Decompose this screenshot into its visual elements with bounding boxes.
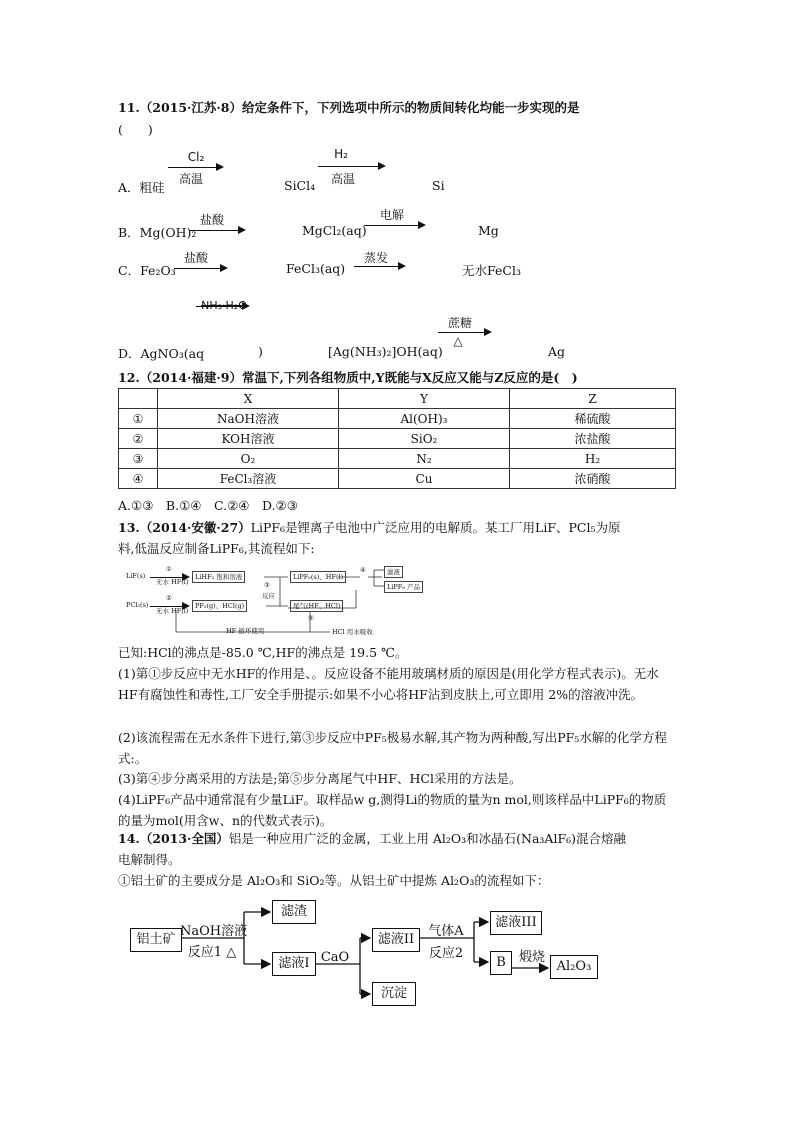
- q11-a-arrow2-top: H₂: [334, 147, 348, 161]
- flow-anhydrous-hf-2: 无水 HF(l): [156, 607, 189, 615]
- q11-answer-paren: ( ): [118, 122, 153, 137]
- table-cell: ④: [119, 469, 158, 489]
- q11-b-arrow1-top: 盐酸: [199, 213, 224, 227]
- flow-box-tail: 尾气(HF、HCl): [290, 600, 343, 612]
- q12-header: 12.（2014·福建·9）常温下,下列各组物质中,Y既能与X反应又能与Z反应的是( ): [118, 370, 578, 385]
- q14-header: [118, 829, 626, 847]
- table-cell: KOH溶液: [158, 429, 339, 449]
- q11-a-arrow1: [168, 167, 222, 168]
- table-cell: FeCl₃溶液: [158, 469, 339, 489]
- q11-b-end: Mg: [478, 223, 499, 238]
- q14-box-residue: 滤渣: [272, 900, 316, 924]
- q14-label-reaction2: 反应2: [428, 946, 464, 961]
- flow-step4: ④: [360, 566, 366, 574]
- table-cell: N₂: [339, 449, 510, 469]
- q11-d-mid: [Ag(NH₃)₂]OH(aq): [328, 344, 443, 359]
- table-cell: 稀硫酸: [510, 409, 676, 429]
- q11-d-struck-arrow: [196, 306, 248, 307]
- table-row: [119, 469, 676, 489]
- q14-box-filtrate1: 滤液I: [272, 952, 316, 976]
- flow-connectors: [120, 560, 440, 640]
- q11-b-mid: MgCl₂(aq): [302, 223, 367, 238]
- q14-line3: ①铝土矿的主要成分是 Al₂O₃和 SiO₂等。从铝土矿中提炼 Al₂O₃的流程如下：: [118, 873, 550, 888]
- q11-d-close-paren: ): [258, 344, 263, 359]
- q13-part2: (2)该流程需在无水条件下进行,第③步反应中PF₅极易水解,其产物为两种酸,写出PF₅水解的化学方程式:。: [118, 730, 667, 766]
- q14-box-ore: 铝土矿: [130, 928, 182, 952]
- q14-intro: 铝是一种应用广泛的金属，工业上用 Al₂O₃和冰晶石(Na₃AlF₆)混合熔融: [228, 831, 627, 846]
- q11-a-arrow1-top: Cl₂: [187, 150, 205, 164]
- q13-intro: LiPF₆是锂离子电池中广泛应用的电解质。某工厂用LiF、PCl₅为原: [250, 520, 621, 535]
- table-header-cell: X: [158, 389, 339, 409]
- table-row: [119, 449, 676, 469]
- q11-c-mid: FeCl₃(aq): [286, 261, 346, 276]
- q11-c-arrow2-top: 蒸发: [363, 251, 388, 265]
- q11-d-arrow2: [438, 332, 490, 333]
- table-row: [119, 409, 676, 429]
- q14-box-filtrate2: 滤液II: [372, 928, 420, 952]
- table-cell: NaOH溶液: [158, 409, 339, 429]
- table-row: [119, 429, 676, 449]
- q11-b-arrow1: [190, 230, 244, 231]
- flow-box-filtrate: 滤液: [384, 566, 403, 578]
- q11-d-end: Ag: [548, 344, 566, 359]
- q11-option-c: C．Fe₂O₃: [118, 263, 176, 278]
- q13-part3: (3)第④步分离采用的方法是;第⑤步分离尾气中HF、HCl采用的方法是。: [118, 771, 522, 786]
- q13-header: [118, 518, 621, 536]
- q11-c-arrow1-top: 盐酸: [183, 251, 208, 265]
- q12-table: [118, 388, 676, 489]
- table-cell: ③: [119, 449, 158, 469]
- table-row: [119, 389, 676, 409]
- q14-label-reaction1: 反应1 △: [187, 945, 237, 960]
- q14-box-precipitate: 沉淀: [372, 982, 416, 1006]
- table-cell: Cu: [339, 469, 510, 489]
- flow-step2: ②: [166, 594, 172, 602]
- q14-label-naoh: NaOH溶液: [180, 924, 248, 939]
- flow-box-lihf2: LiHF₂ 饱和溶液: [192, 571, 245, 583]
- flow-box-product: LiPF₆ 产品: [384, 581, 423, 593]
- flow-pcl5: PCl₅(s): [126, 601, 149, 609]
- flow-box-mix: LiPF₆(s)、HF(l): [290, 571, 346, 583]
- q11-a-end: Si: [432, 178, 445, 193]
- q11-b-arrow2: [364, 225, 424, 226]
- flow-anhydrous-hf-1: 无水 HF(l): [156, 578, 189, 586]
- flow-lif: LiF(s): [126, 572, 146, 580]
- flow-step3: ③: [264, 581, 270, 589]
- q13-source: 13.（2014·安徽·27）: [118, 520, 251, 535]
- table-cell: ①: [119, 409, 158, 429]
- q13-line2: 料,低温反应制备LiPF₆,其流程如下:: [118, 541, 315, 556]
- q11-a-arrow2: [318, 166, 384, 167]
- table-cell: SiO₂: [339, 429, 510, 449]
- q11-header: 11.（2015·江苏·8）给定条件下，下列选项中所示的物质间转化均能一步实现的是: [118, 100, 580, 115]
- q13-part4: (4)LiPF₆产品中通常混有少量LiF。取样品w g,测得Li的物质的量为n mol,则该样品中LiPF₆的物质的量为mol(用含w、n的代数式表示)。: [118, 792, 667, 828]
- flow-recycle: HF 循环使用: [226, 627, 265, 635]
- table-cell: 浓硝酸: [510, 469, 676, 489]
- table-cell: H₂: [510, 449, 676, 469]
- q14-line2: 电解制得。: [118, 852, 181, 867]
- table-cell: O₂: [158, 449, 339, 469]
- q14-box-al2o3: Al₂O₃: [550, 955, 598, 979]
- q11-option-b: B．Mg(OH)₂: [118, 225, 197, 240]
- table-header-cell: [119, 389, 158, 409]
- table-header-cell: Y: [339, 389, 510, 409]
- table-cell: Al(OH)₃: [339, 409, 510, 429]
- q14-box-filtrate3: 滤液III: [490, 911, 542, 935]
- q11-option-d: D．AgNO₃(aq: [118, 346, 205, 361]
- q14-box-b: B: [490, 951, 512, 975]
- q13-known: 已知:HCl的沸点是-85.0 ℃,HF的沸点是 19.5 ℃。: [118, 645, 408, 660]
- q14-label-gas-a: 气体A: [428, 924, 464, 939]
- q13-part1: (1)第①步反应中无水HF的作用是、。反应设备不能用玻璃材质的原因是(用化学方程式表示)。无水HF有腐蚀性和毒性,工厂安全手册提示:如果不小心将HF沾到皮肤上,可立即用 2%的溶液冲洗。: [118, 666, 659, 702]
- flow-reaction: 反应: [262, 592, 275, 600]
- q11-a-mid: SiCl₄: [284, 178, 316, 193]
- q14-source: 14.（2013·全国）: [118, 831, 229, 846]
- q11-d-struck-reagent: NH₃·H₂O: [201, 299, 247, 312]
- flow-box-pf5: PF₅(g)、HCl(g): [192, 600, 247, 612]
- q11-option-a: A．粗硅: [118, 180, 165, 195]
- table-cell: 浓盐酸: [510, 429, 676, 449]
- q11-c-arrow2: [354, 266, 404, 267]
- table-cell: ②: [119, 429, 158, 449]
- q11-d-arrow2-bottom: △: [453, 334, 463, 348]
- q11-a-arrow1-bottom: 高温: [178, 172, 203, 186]
- q11-c-end: 无水FeCl₃: [462, 263, 521, 278]
- flow-step1: ①: [166, 565, 172, 573]
- q14-label-cao: CaO: [320, 950, 350, 965]
- flow-step5: ⑤: [308, 614, 314, 622]
- q12-options: A.①③ B.①④ C.②④ D.②③: [118, 498, 298, 513]
- q14-label-calcine: 煅烧: [518, 950, 545, 965]
- q11-a-arrow2-bottom: 高温: [330, 172, 355, 186]
- flow-hcl-absorb: HCl 用水吸收: [332, 628, 373, 636]
- q11-b-arrow2-top: 电解: [379, 208, 404, 222]
- q11-c-arrow1: [174, 268, 226, 269]
- q11-d-arrow2-top: 蔗糖: [447, 316, 472, 330]
- table-header-cell: Z: [510, 389, 676, 409]
